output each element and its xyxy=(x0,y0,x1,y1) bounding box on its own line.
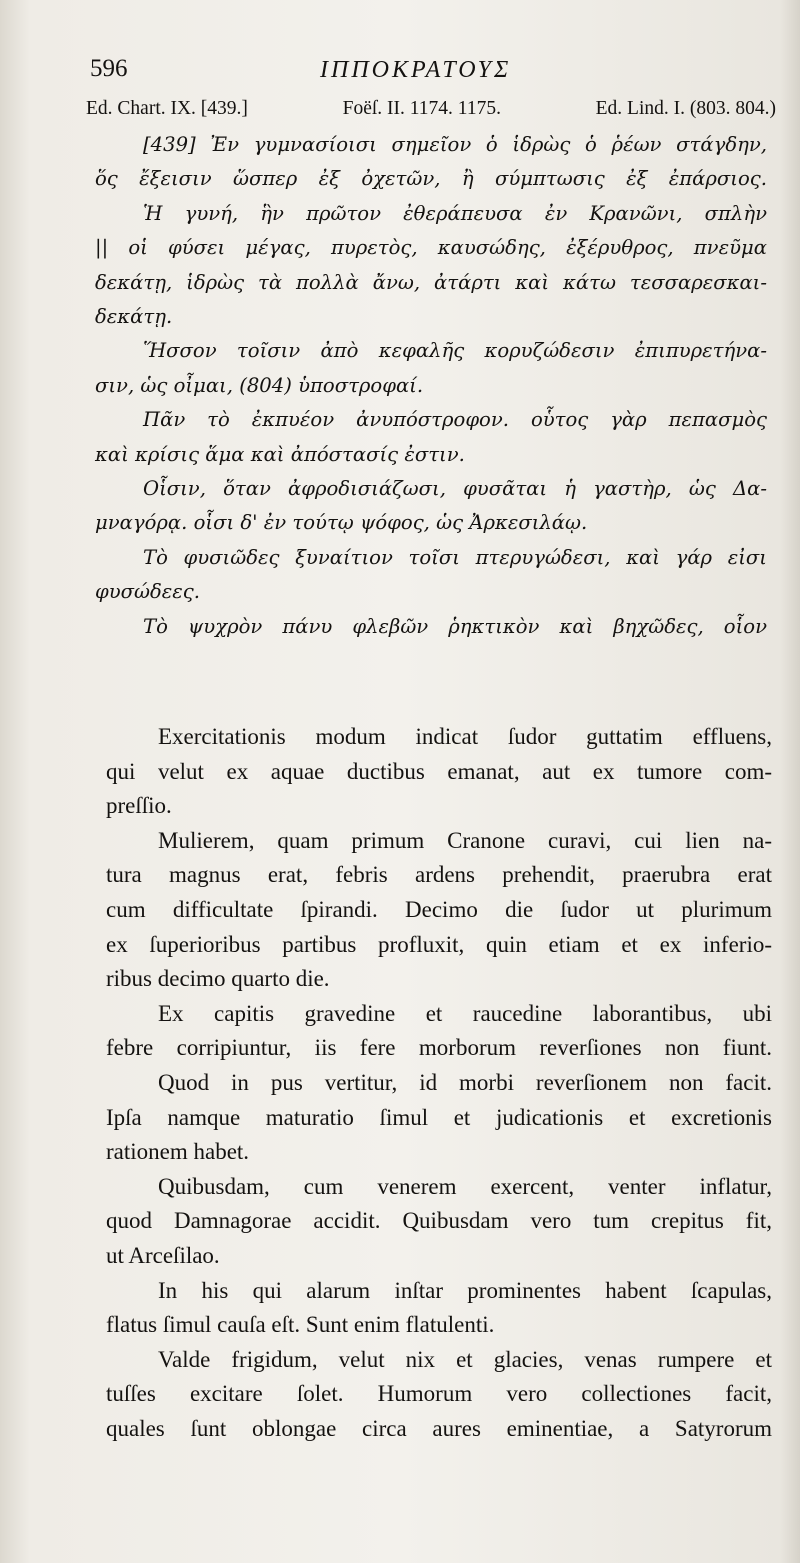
latin-text-block xyxy=(106,720,772,1446)
latin-line: quod Damnagorae accidit. Quibusdam vero tum crepitus fit, xyxy=(106,1208,772,1234)
greek-line: μναγόρᾳ. οἷσι δ' ἐν τούτῳ ψόφος, ὡς Ἀρκεσιλάῳ. xyxy=(95,511,588,535)
latin-line: flatus ſimul cauſa eſt. Sunt enim flatulenti. xyxy=(106,1312,495,1338)
latin-line: rationem habet. xyxy=(106,1139,250,1165)
latin-line: ex ſuperioribus partibus profluxit, quin etiam et ex inferio- xyxy=(106,931,772,957)
latin-line: Valde frigidum, velut nix et glacies, venas rumpere et xyxy=(158,1346,772,1372)
greek-line: || οἱ φύσει μέγας, πυρετὸς, καυσώδης, ἐξέρυθρος, πνεῦμα xyxy=(95,236,767,260)
latin-line: Exercitationis modum indicat ſudor guttatim effluens, xyxy=(158,724,772,749)
page-header xyxy=(90,55,770,95)
latin-line: qui velut ex aquae ductibus emanat, aut ex tumore com- xyxy=(106,758,772,784)
edition-chartier: Ed. Chart. IX. [439.] xyxy=(86,98,248,119)
latin-line: ut Arceſilao. xyxy=(106,1242,220,1268)
running-head: ΙΠΠΟΚΡΑΤΟΥΣ xyxy=(320,57,512,83)
latin-line: ribus decimo quarto die. xyxy=(106,966,330,992)
greek-line: δεκάτῃ, ἱδρὼς τὰ πολλὰ ἄνω, ἀτάρτι καὶ κάτω τεσσαρεσκαι- xyxy=(95,270,767,294)
latin-line: tuſſes excitare ſolet. Humorum vero collectiones facit, xyxy=(106,1381,772,1407)
greek-text-block xyxy=(95,128,767,644)
greek-line: σιν, ὡς οἶμαι, (804) ὑποστροφαί. xyxy=(95,373,424,397)
edition-foesius: Foëſ. II. 1174. 1175. xyxy=(342,98,501,119)
greek-line: καὶ κρίσις ἅμα καὶ ἀπόστασίς ἐστιν. xyxy=(95,442,465,466)
latin-line: febre corripiuntur, iis fere morborum reverſiones non fiunt. xyxy=(106,1035,772,1061)
latin-line: quales ſunt oblongae circa aures eminentiae, a Satyrorum xyxy=(106,1415,772,1441)
page-number: 596 xyxy=(90,55,128,82)
greek-line: Τὸ ψυχρὸν πάνυ φλεβῶν ῥηκτικὸν καὶ βηχῶδες, οἷον xyxy=(143,614,767,638)
latin-line: Quibusdam, cum venerem exercent, venter inflatur, xyxy=(158,1173,772,1199)
latin-line: Ipſa namque maturatio ſimul et judicationis et excretionis xyxy=(106,1104,772,1130)
latin-line: tura magnus erat, febris ardens prehendit, praerubra erat xyxy=(106,862,772,888)
greek-line: Ἡ γυνή, ἣν πρῶτον ἐθεράπευσα ἐν Κρανῶνι, σπλὴν xyxy=(143,201,767,225)
latin-line: Quod in pus vertitur, id morbi reverſionem non facit. xyxy=(158,1069,772,1095)
latin-line: Ex capitis gravedine et raucedine laborantibus, ubi xyxy=(158,1000,772,1026)
latin-line: preſſio. xyxy=(106,793,172,819)
greek-line: Πᾶν τὸ ἐκπυέον ἀνυπόστροφον. οὗτος γὰρ πεπασμὸς xyxy=(143,408,767,432)
latin-line: In his qui alarum inſtar prominentes habent ſcapulas, xyxy=(158,1277,772,1303)
greek-line: Ἥσσον τοῖσιν ἀπὸ κεφαλῆς κορυζώδεσιν ἐπιπυρετήνα- xyxy=(143,339,767,363)
greek-line: δεκάτῃ. xyxy=(95,305,173,329)
edition-linden: Ed. Lind. I. (803. 804.) xyxy=(595,98,776,119)
greek-line: [439] Ἐν γυμνασίοισι σημεῖον ὁ ἱδρὼς ὁ ῥέων στάγδην, xyxy=(143,133,767,156)
edition-reference-line xyxy=(86,98,776,120)
greek-line: Οἷσιν, ὅταν ἀφροδισιάζωσι, φυσᾶται ἡ γαστὴρ, ὡς Δα- xyxy=(143,477,767,501)
greek-line: Τὸ φυσιῶδες ξυναίτιον τοῖσι πτερυγώδεσι, καὶ γάρ εἰσι xyxy=(143,545,767,569)
greek-line: ὅς ἔξεισιν ὥσπερ ἐξ ὀχετῶν, ἢ σύμπτωσις ἐξ ἐπάρσιος. xyxy=(95,167,767,191)
greek-line: φυσώδεες. xyxy=(95,580,201,604)
latin-line: cum difficultate ſpirandi. Decimo die ſudor ut plurimum xyxy=(106,896,772,922)
latin-line: Mulierem, quam primum Cranone curavi, cui lien na- xyxy=(158,827,772,853)
